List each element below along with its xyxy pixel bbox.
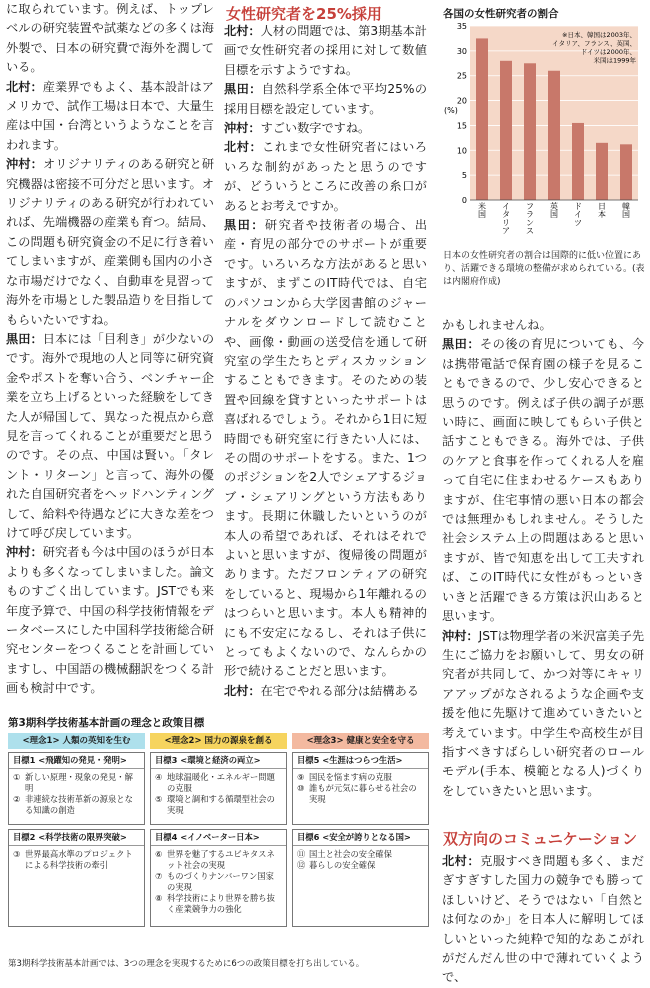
paragraph: [6, 155, 214, 330]
policy-goal-item: ① 新しい原理・現象の発見・解明: [13, 772, 133, 793]
policy-goal-title: 目標2 <科学技術の限界突破>: [9, 830, 144, 846]
policy-goal-item: ⑥ 世界を魅了するユビキタスネット社会の実現: [155, 849, 275, 870]
y-axis-label: (%): [444, 106, 458, 115]
y-tick-label: 20: [456, 96, 467, 106]
paragraph: [6, 78, 214, 156]
y-tick-label: 35: [456, 22, 467, 31]
policy-goal-title: 目標6 <安全が誇りとなる国>: [293, 830, 428, 846]
paragraph-text: JSTは物理学者の米沢富美子先生にご協力をお願いして、男女の研究者が共同して、かつ対等にキャリアアップがなされるような企画や支援を他に先駆けて進めていきたいと考えています。中学生や高校生が目指すべきすばらしい研究者のロールモデル(手本、模範となる人)づくりをしていきたいと思います。: [442, 628, 645, 798]
policy-goal-item: ⑪ 国土と社会の安全確保: [297, 849, 392, 859]
x-tick-label: 米国: [478, 202, 486, 220]
policy-table-title: 第3期科学技術基本計画の理念と政策目標: [8, 717, 205, 729]
speaker-name: 北村：: [442, 854, 481, 868]
speaker-name: 北村：: [224, 140, 263, 155]
policy-goal-item: ⑫ 暮らしの安全確保: [297, 860, 376, 870]
paragraph-text: すごい数字ですね。: [260, 121, 371, 136]
paragraph: [224, 119, 427, 138]
policy-goal-item: ⑩ 誰もが元気に暮らせる社会の実現: [297, 783, 417, 804]
paragraph: [6, 0, 214, 78]
bar: [524, 63, 536, 200]
y-tick-label: 30: [456, 46, 467, 56]
speaker-name: 沖村：: [6, 157, 43, 172]
speaker-name: 沖村：: [442, 628, 479, 643]
paragraph-text: これまで女性研究者にはいろいろな制約があったと思うのですが、どういうところに改善の糸口があるとお考えですか。: [224, 140, 428, 213]
paragraph-text: 在宅でやれる部分は結構ある: [260, 683, 419, 698]
text-column-2: [224, 22, 427, 701]
x-tick-label: ドイツ: [574, 202, 582, 228]
paragraph: [6, 330, 214, 543]
policy-goal-box: [292, 752, 429, 825]
speaker-name: 沖村：: [224, 121, 261, 136]
policy-goal-item: ④ 地球温暖化・エネルギー問題の克服: [155, 772, 275, 793]
paragraph-text: 人材の問題では、第3期基本計画で女性研究者の採用に対して数値目標を示すようですね。: [224, 24, 427, 77]
bar: [572, 123, 584, 200]
policy-goal-box: [8, 829, 145, 927]
speaker-name: 北村：: [6, 79, 43, 94]
policy-principle-header: <理念2> 国力の源泉を創る: [150, 733, 287, 749]
chart-title: 各国の女性研究者の割合: [443, 8, 559, 20]
policy-principle-header: <理念1> 人類の英知を生む: [8, 733, 145, 749]
paragraph-text: 克服すべき問題も多く、まだぎすぎすした国力の競争でも勝ってほしいけど、そうではない「自然とは何なのか」を日本人に解明してほしいといった純粋で知的なあこがれがだんだん世の中で薄れていくようで、: [442, 854, 644, 985]
speaker-name: 沖村：: [6, 545, 43, 560]
x-tick-label: フランス: [526, 202, 534, 236]
speaker-name: 北村：: [224, 683, 261, 698]
policy-goal-item: ⑧ 科学技術により世界を勝ち抜く産業競争力の強化: [155, 893, 275, 914]
policy-goal-item: ⑤ 環境と調和する循環型社会の実現: [155, 794, 275, 815]
policy-goal-box: [150, 829, 287, 927]
policy-goal-title: 目標5 <生涯はつらつ生活>: [293, 753, 428, 769]
policy-goal-title: 目標3 <環境と経済の両立>: [151, 753, 286, 769]
paragraph-text: 日本には「目利き」が少ないのです。海外で現地の人と同等に研究資金やポストを奪い合う、ベンチャー企業を立ち上げるといった経験をしてきた人が帰国して、異なった視点から意見を言ってくれることが重要だと思うのです。その点、中国は賢い。「タレント・リターン」と言って、海外の優れた自国研究者をヘッドハンティングして、給料や待遇などに大きな差をつけて呼び戻しています。: [6, 331, 215, 540]
speaker-name: 黒田：: [224, 82, 262, 97]
paragraph-text: 研究者や技術者の場合、出産・育児の部分でのサポートが重要です。いろいろな方法があると思いますが、まずこのIT時代では、自宅のパソコンから大学図書館のジャーナルをダウンロードして読むことや、画像・動画の送受信を通して研究室の学生たちとディスカッションすることもできます。そのための装置や回線を貸すといったサポートは喜ばれるでしょう。それから1日に短時間でも研究室に行きたい人には、その間のサポートをする。また、1つのポジションを2人でシェアするジョブ・シェアリングという方法もあります。長期に休職したいというのが本人の希望であれば、それはそれでよいと思いますが、復帰後の問題があります。ただフロンティアの研究をしていると、現場から1年離れるのはつらいと思います。本人も精神的にも不安定になるし、それは子供にとってもよくないので、なんらかの形で続けることだと思います。: [224, 218, 428, 679]
speaker-name: 黒田：: [6, 331, 43, 346]
x-tick-label: 英国: [550, 202, 558, 220]
paragraph: [6, 543, 214, 698]
paragraph-text: 産業界でもよく、基本設計はアメリカで、試作工場は日本で、大量生産は中国・台湾というようなことを言われます。: [6, 79, 214, 152]
x-tick-label: 韓国: [622, 202, 630, 220]
bar: [620, 144, 632, 200]
policy-goal-box: [8, 752, 145, 825]
x-tick-label: イタリア: [502, 202, 510, 236]
paragraph: [442, 852, 644, 988]
policy-column: [8, 733, 145, 931]
policy-goal-item: ③ 世界最高水準のプロジェクトによる科学技術の牽引: [13, 849, 133, 870]
text-column-1: [6, 0, 214, 699]
women-researchers-bar-chart: [440, 20, 645, 248]
paragraph: [442, 316, 644, 335]
text-column-3-continued: [442, 852, 644, 988]
speaker-name: 黒田：: [224, 218, 265, 233]
paragraph-text: に取られています。例えば、トップレベルの研究装置や試薬などの多くは海外製で、日本の研究費で海外を潤している。: [6, 2, 214, 75]
y-tick-label: 10: [456, 146, 467, 156]
bar: [476, 38, 488, 200]
chart-note: ※日本、韓国は2003年、イタリア、フランス、英国、ドイツは2000年、米国は1999年: [552, 31, 636, 65]
text-column-3: [442, 316, 644, 801]
y-tick-label: 5: [461, 171, 467, 181]
speaker-name: 黒田：: [442, 337, 481, 352]
y-tick-label: 15: [456, 121, 467, 131]
paragraph-text: オリジナリティのある研究と研究機器は密接不可分だと思います。オリジナリティのある研究が行われていれば、先端機器の産業も育つ。結局、この問題も研究資金の不足に行き着いてしまいますが、産業側も国内の小さな市場だけでなく、自動車を見習って海外を市場とした製品造りを目指してもらいたいですね。: [6, 157, 215, 327]
policy-column: [292, 733, 429, 931]
section-heading-two-way-communication: 双方向のコミュニケーション: [443, 830, 638, 848]
paragraph: [224, 80, 427, 119]
bar: [596, 143, 608, 200]
y-tick-label: 0: [461, 196, 467, 205]
paragraph: [224, 216, 427, 682]
policy-goal-item: ⑦ ものづくりナンバーワン国家の実現: [155, 871, 274, 892]
paragraph: [224, 682, 427, 701]
paragraph: [224, 22, 427, 80]
chart-caption: 日本の女性研究者の割合は国際的に低い位置にあり、活躍できる環境の整備が求められている。(表は内閣府作成): [443, 251, 645, 287]
x-tick-label: 日本: [598, 202, 606, 220]
speaker-name: 北村：: [224, 24, 261, 38]
section-heading-women-researchers: 女性研究者を25%採用: [226, 5, 382, 23]
paragraph: [442, 335, 644, 626]
policy-table-caption: 第3期科学技術基本計画では、3つの理念を実現するために6つの政策目標を打ち出している。: [8, 959, 365, 969]
policy-goal-title: 目標1 <飛躍知の発見・発明>: [9, 753, 144, 769]
paragraph-text: その後の育児についても、今は携帯電話で保育園の様子を見ることもできるので、少し安心できると思うのです。例えば子供の調子が悪い時に、画面に映してもらい子供と話すこともできる。海外では、子供のケアと食事を作ってくれる人を雇って自宅に住まわせるケースもありますが、住宅事情の悪い日本の都会では無理かもしれません。そうした社会システム上の問題はあると思いますが、皆で知恵を出して工夫すれば、このIT時代に女性がもっといきいきと活躍できる方策は沢山あると思います。: [442, 337, 644, 624]
paragraph-text: 研究者も今は中国のほうが日本よりも多くなってしまいました。論文ものすごく出しています。JSTでも来年度予算で、中国の科学技術情報をデータベースにした中国科学技術総合研究センターをつくることを計画していますし、中国語の機械翻訳をつくる計画も検討中です。: [6, 545, 215, 696]
paragraph: [224, 138, 427, 216]
policy-principle-header: <理念3> 健康と安全を守る: [292, 733, 429, 749]
policy-goal-item: ② 非連続な技術革新の源泉となる知識の創造: [13, 794, 133, 815]
policy-goal-item: ⑨ 国民を悩ます病の克服: [297, 772, 392, 782]
paragraph-text: 自然科学系全体で平均25%の採用目標を設定しています。: [224, 82, 428, 116]
y-tick-label: 25: [456, 71, 467, 81]
paragraph: [442, 627, 644, 802]
policy-column: [150, 733, 287, 931]
policy-goal-box: [292, 829, 429, 927]
policy-goal-title: 目標4 <イノベーター日本>: [151, 830, 286, 846]
bar: [500, 61, 512, 200]
bar: [548, 71, 560, 200]
paragraph-text: かもしれませんね。: [442, 318, 552, 332]
policy-goal-box: [150, 752, 287, 825]
